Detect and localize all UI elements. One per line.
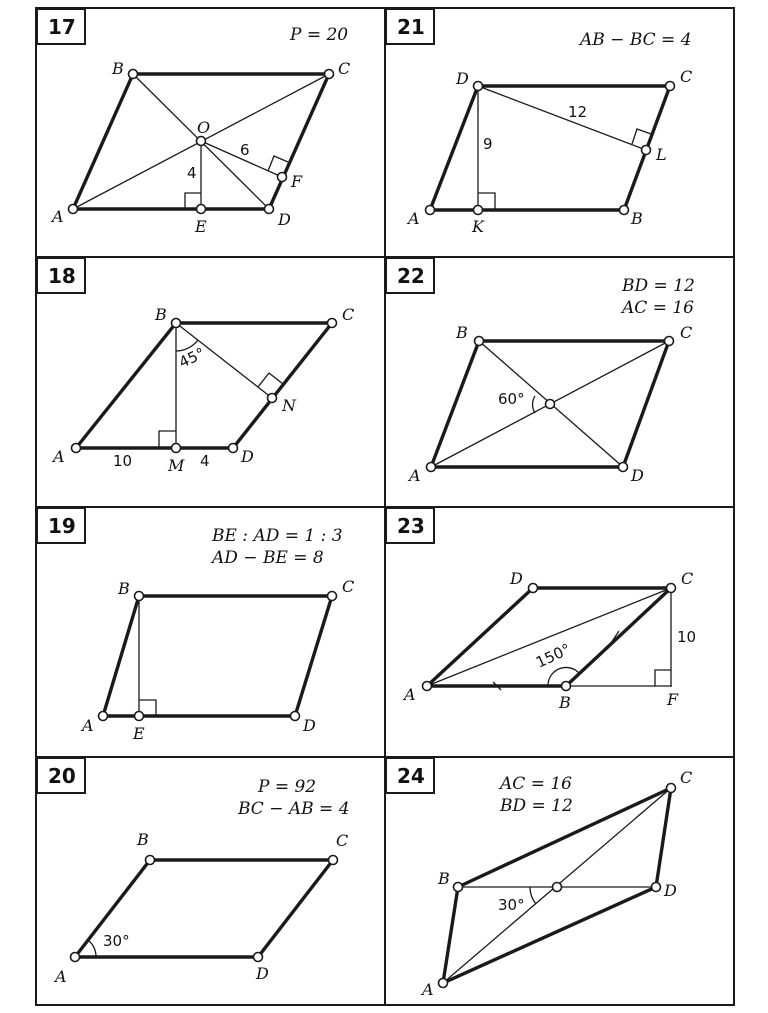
problem-23-point-b: B — [559, 693, 571, 712]
problem-20-condition-1: P = 92 — [258, 777, 317, 797]
problem-17-point-c: C — [338, 59, 351, 78]
problem-17-figure — [50, 25, 350, 236]
problem-20-point-d: D — [256, 964, 269, 983]
problem-23-point-c: C — [681, 569, 694, 588]
problem-21-point-k: K — [472, 217, 484, 236]
problem-20-point-b: B — [137, 830, 149, 849]
panel-20-frame — [36, 757, 385, 1005]
problem-24-point-d: D — [664, 881, 677, 900]
problem-18-point-c: C — [342, 305, 355, 324]
panel-18-frame — [36, 257, 385, 507]
problem-22-point-a: A — [409, 466, 421, 485]
problem-17-value-4: 4 — [187, 164, 197, 182]
problem-22-angle-arc — [533, 396, 535, 413]
problem-22-figure — [407, 276, 695, 485]
problem-20-point-c: C — [336, 831, 349, 850]
problem-18-value-10: 10 — [113, 452, 133, 470]
problem-19-condition-1: BE : AD = 1 : 3 — [212, 526, 343, 546]
problem-18-point-a: A — [53, 447, 65, 466]
problem-23-point-d: D — [510, 569, 523, 588]
problem-24-figure — [420, 768, 692, 999]
problem-18-figure — [51, 305, 354, 475]
problem-number-24: 24 — [397, 764, 425, 788]
problem-18-value-4: 4 — [200, 452, 210, 470]
problem-21-condition-1: AB − BC = 4 — [580, 30, 692, 50]
problem-23-point-f: F — [667, 690, 679, 709]
problem-18-point-n: N — [282, 396, 296, 415]
problem-21-figure — [406, 30, 692, 236]
problem-number-19: 19 — [48, 514, 76, 538]
problem-24-point-b: B — [438, 869, 450, 888]
problem-20-figure — [53, 777, 350, 986]
problem-20-condition-2: BC − AB = 4 — [238, 799, 350, 819]
problem-24-condition-1: AC = 16 — [500, 774, 572, 794]
problem-18-value-45: 45° — [176, 344, 208, 372]
problem-21-point-b: B — [631, 209, 643, 228]
problem-21-point-d: D — [456, 69, 469, 88]
problem-19-point-c: C — [342, 577, 355, 596]
problem-number-20: 20 — [48, 764, 76, 788]
parallelogram-19 — [103, 596, 332, 716]
problem-23-value-10: 10 — [677, 628, 697, 646]
problem-18-point-b: B — [155, 305, 167, 324]
parallelogram-21 — [430, 86, 670, 210]
problem-number-boxes — [37, 9, 434, 793]
problem-23-figure — [402, 569, 696, 712]
panel-17-frame — [36, 8, 385, 257]
problem-number-22: 22 — [397, 264, 425, 288]
problem-number-23: 23 — [397, 514, 425, 538]
problem-17-point-e: E — [195, 217, 207, 236]
problem-17-condition-1: P = 20 — [290, 25, 349, 45]
problem-24-angle-arc — [530, 887, 536, 904]
panel-frames — [36, 8, 734, 1005]
parallelogram-18 — [76, 323, 332, 448]
problem-18-point-d: D — [241, 447, 254, 466]
problem-24-condition-2: BD = 12 — [500, 796, 573, 816]
problem-21-point-a: A — [408, 209, 420, 228]
problem-17-value-6: 6 — [240, 141, 250, 159]
problem-21-point-c: C — [680, 67, 693, 86]
problem-22-point-c: C — [680, 323, 693, 342]
problem-20-point-a: A — [55, 967, 67, 986]
problem-19-figure — [80, 526, 354, 743]
problem-24-value-30: 30° — [498, 896, 525, 914]
problem-number-17: 17 — [48, 15, 76, 39]
problem-23-point-a: A — [404, 685, 416, 704]
problem-24-point-a: A — [422, 980, 434, 999]
problem-21-point-l: L — [656, 145, 667, 164]
problem-19-point-d: D — [303, 716, 316, 735]
problem-19-point-e: E — [133, 724, 145, 743]
problem-22-condition-1: BD = 12 — [622, 276, 695, 296]
problem-17-point-o: O — [197, 118, 211, 137]
problem-17-point-a: A — [52, 207, 64, 226]
problem-number-18: 18 — [48, 264, 76, 288]
problem-19-point-b: B — [118, 579, 130, 598]
problem-20-value-30: 30° — [103, 932, 130, 950]
problem-18-point-m: M — [168, 456, 185, 475]
problem-21-value-9: 9 — [483, 135, 493, 153]
problem-17-point-f: F — [291, 172, 303, 191]
problem-23-value-150: 150° — [533, 640, 574, 672]
problem-19-condition-2: AD − BE = 8 — [212, 548, 324, 568]
problem-number-21: 21 — [397, 15, 425, 39]
problem-20-angle-arc — [88, 940, 96, 957]
problem-22-point-b: B — [456, 323, 468, 342]
problem-22-condition-2: AC = 16 — [622, 298, 694, 318]
problem-22-value-60: 60° — [498, 390, 525, 408]
problem-22-point-d: D — [631, 466, 644, 485]
problem-17-point-d: D — [278, 210, 291, 229]
problem-17-point-b: B — [112, 59, 124, 78]
problem-19-point-a: A — [82, 716, 94, 735]
problem-24-point-c: C — [680, 768, 693, 787]
problem-21-value-12: 12 — [568, 103, 588, 121]
